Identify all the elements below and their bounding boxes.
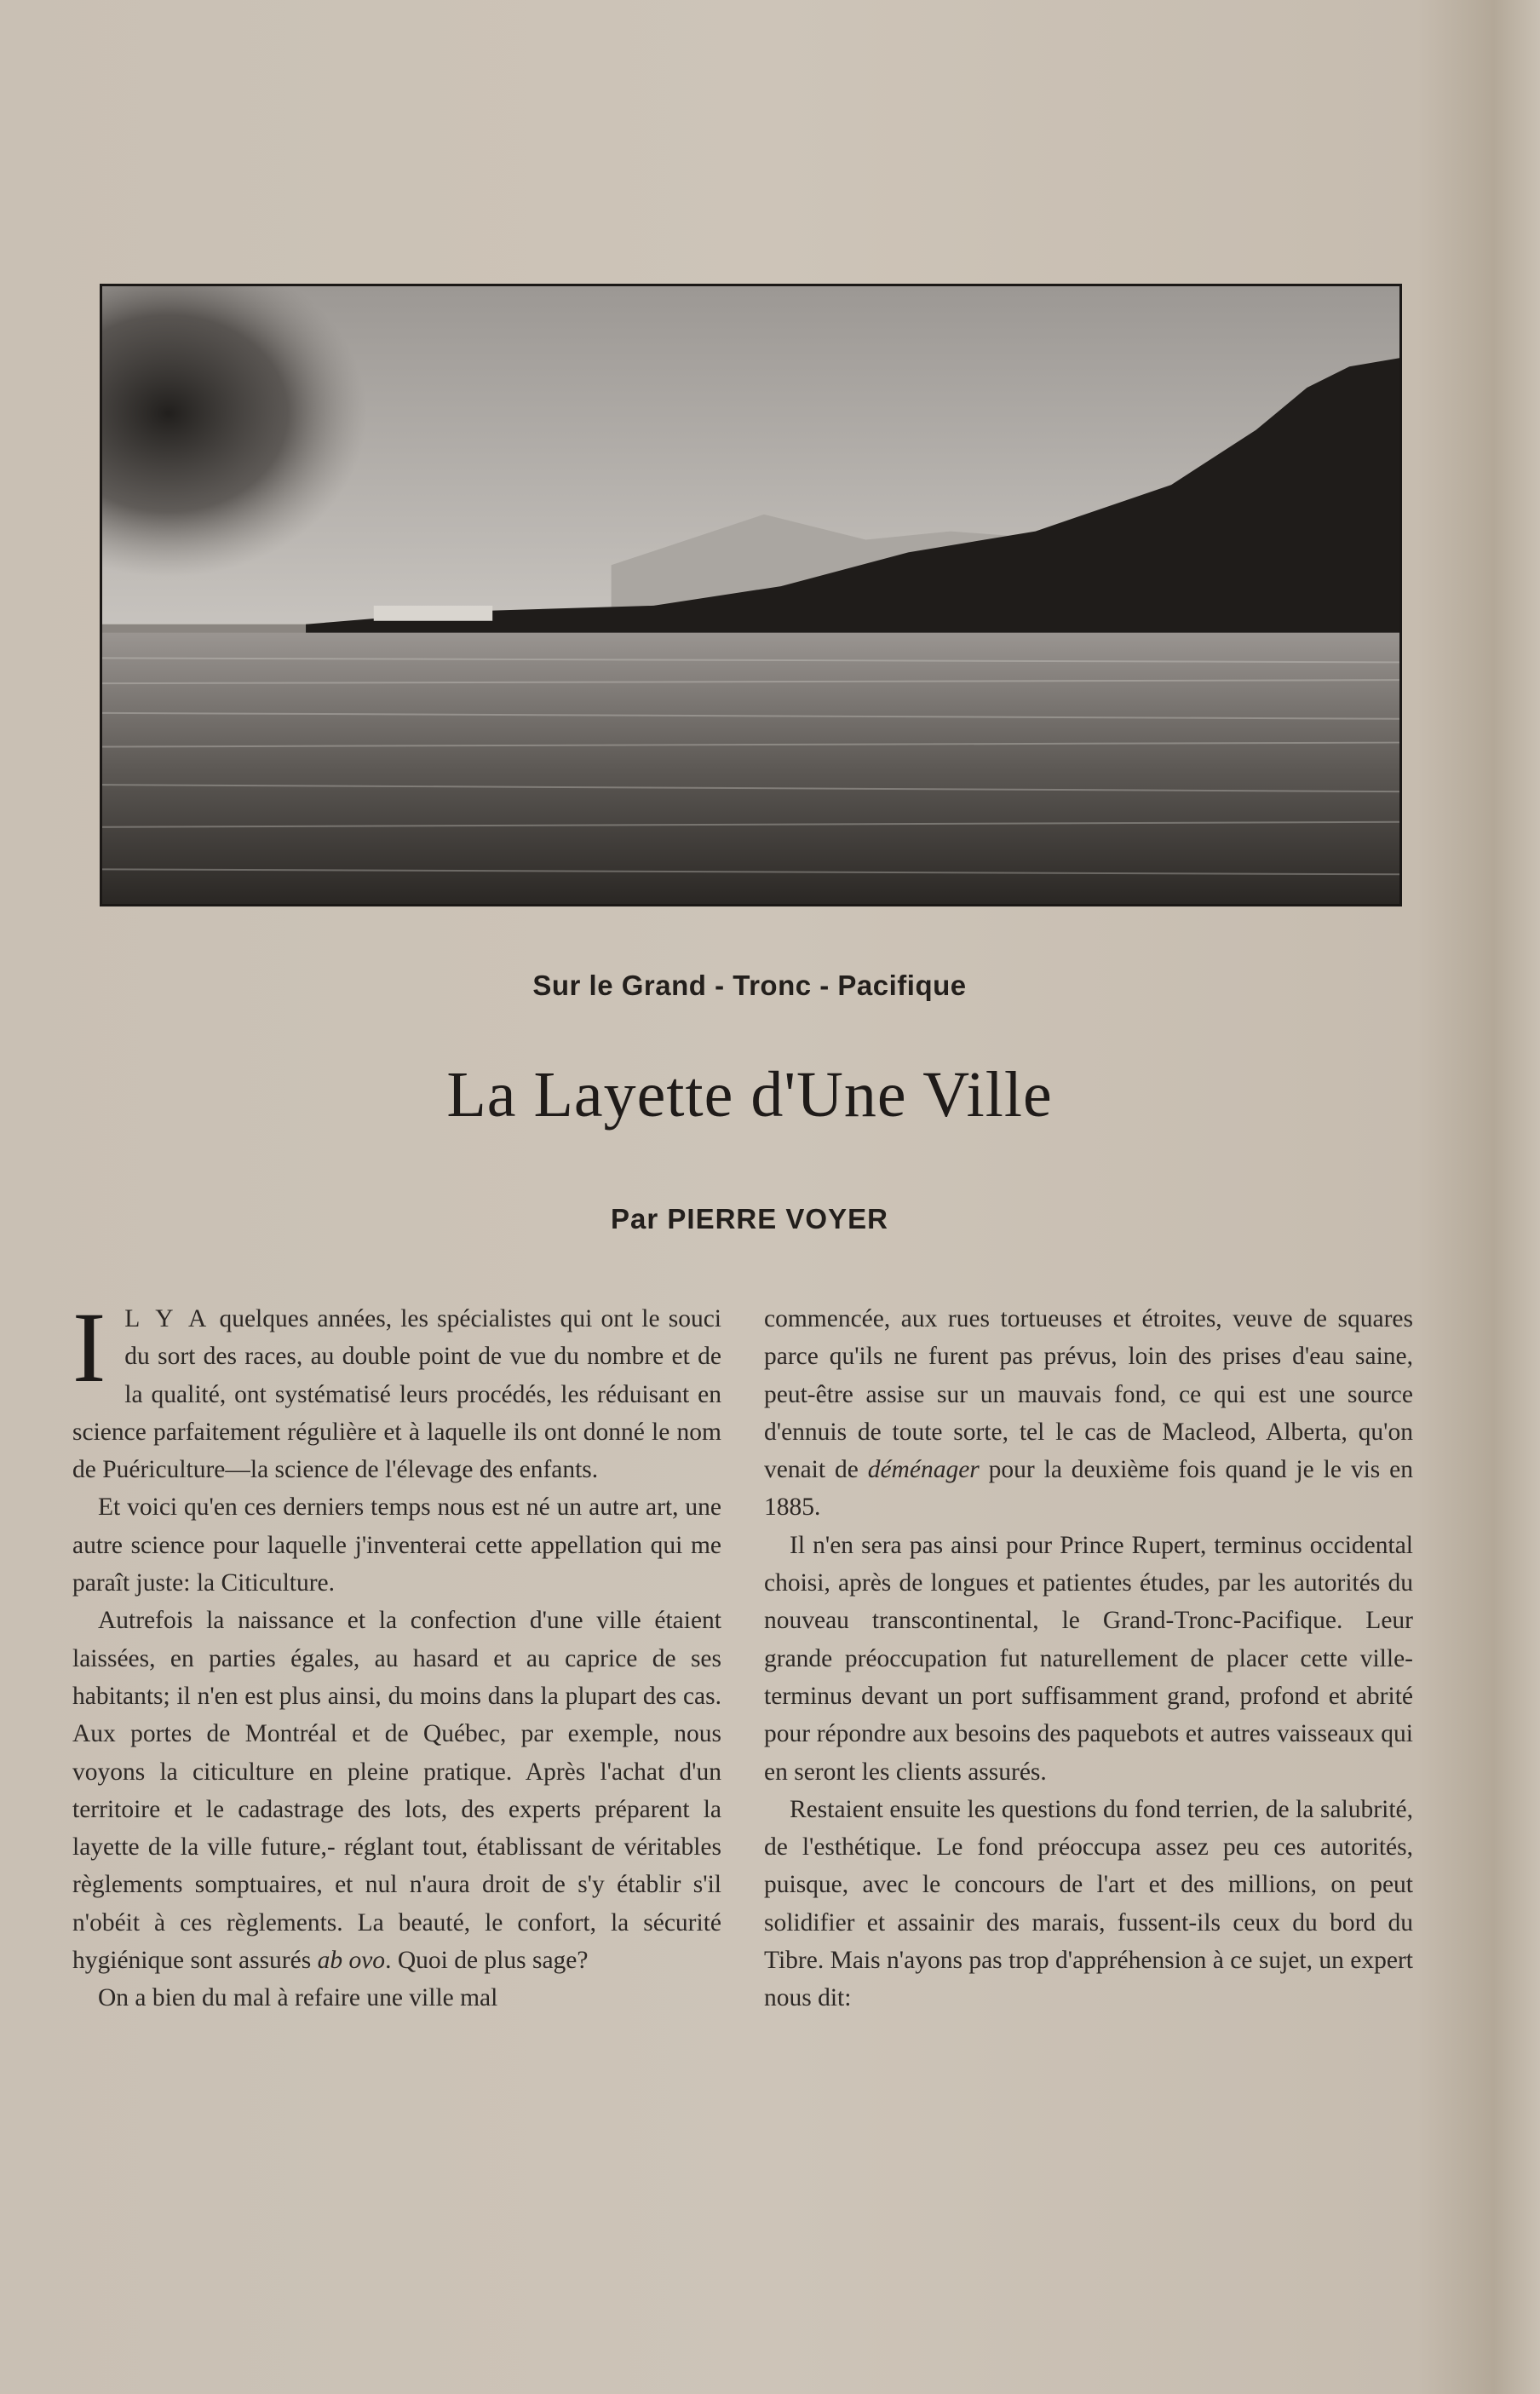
paragraph-text: quelques années, les spécialistes qui ont le souci du sort des races, au double point de vue du nombre et de la qualité, ont systématisé leurs procédés, les réduisant en science parfaitement régulière et à laquelle ils ont donné le nom de Puériculture—la science de l'élevage des enfants. — [72, 1305, 721, 1484]
article-byline: Par PIERRE VOYER — [611, 1203, 888, 1234]
paragraph: Il n'en sera pas ainsi pour Prince Rupert, terminus occidental choisi, après de longues et patientes études, par les autorités du nouveau transcontinental, le Grand-Tronc-Pacifique. Leur grande préoccupation fut naturellement de placer cette ville-terminus devant un port suffisamment grand, profond et abrité pour répondre aux besoins des paquebots et autres vaisseaux qui en seront les clients assurés. — [764, 1531, 1413, 1786]
right-column — [764, 1300, 1413, 2017]
paragraph: Et voici qu'en ces derniers temps nous est né un autre art, une autre science pour laquelle j'inventerai cette appellation qui me paraît juste: la Citiculture. — [72, 1493, 721, 1597]
left-column — [72, 1292, 721, 2017]
paragraph — [72, 1292, 721, 1488]
paragraph: Restaient ensuite les questions du fond terrien, de la salubrité, de l'esthétique. Le fond préoccupa assez peu ces autorités, puisque, avec le concours de l'art et des millions, on peut solidifier et assainir des marais, fussent-ils ceux du bord du Tibre. Mais n'ayons pas trop d'appréhension à ce sujet, un expert nous dit: — [764, 1795, 1413, 2012]
paragraph-text: commencée, aux rues tortueuses et étroites, veuve de squares parce qu'ils ne furent pas prévus, loin des prises d'eau saine, peut-être assise sur un mauvais fond, ce qui est une source d'ennuis de toute sorte, tel le cas de Macleod, Alberta, qu'on venait de — [764, 1305, 1413, 1484]
paragraph-text: pour la deuxième fois quand je le vis en 1885. — [764, 1456, 1413, 1522]
paragraph — [764, 1300, 1413, 1527]
italic-text: déménager — [867, 1456, 980, 1484]
italic-text: ab ovo — [317, 1947, 386, 1975]
photo-drawing — [102, 286, 1399, 904]
paragraph — [72, 1602, 721, 1979]
photo-caption: Sur le Grand - Tronc - Pacifique — [532, 970, 967, 1001]
article-title: La Layette d'Une Ville — [446, 1059, 1053, 1131]
paragraph: On a bien du mal à refaire une ville mal — [98, 1984, 498, 2012]
drop-cap: I — [72, 1292, 106, 1403]
landscape-photo — [100, 284, 1402, 906]
paragraph-text: . Quoi de plus sage? — [385, 1947, 589, 1975]
lead-small-caps: L Y A — [124, 1305, 211, 1332]
paragraph-text: Autrefois la naissance et la confection d'une ville étaient laissées, en parties égales, au hasard et au caprice de ses habitants; il n'en est plus ainsi, du moins dans la plupart des cas. Aux portes de Montréal et de Québec, par exemple, nous voyons la citiculture en pleine pratique. Après l'achat d'un territoire et le cadastrage des lots, des experts préparent la layette de la ville future,- réglant tout, établissant de véritables règlements somptuaires, et nul n'aura droit de s'y établir s'il n'obéit à ces règlements. La beauté, le confort, la sécurité hygiénique sont assurés — [72, 1607, 721, 1975]
